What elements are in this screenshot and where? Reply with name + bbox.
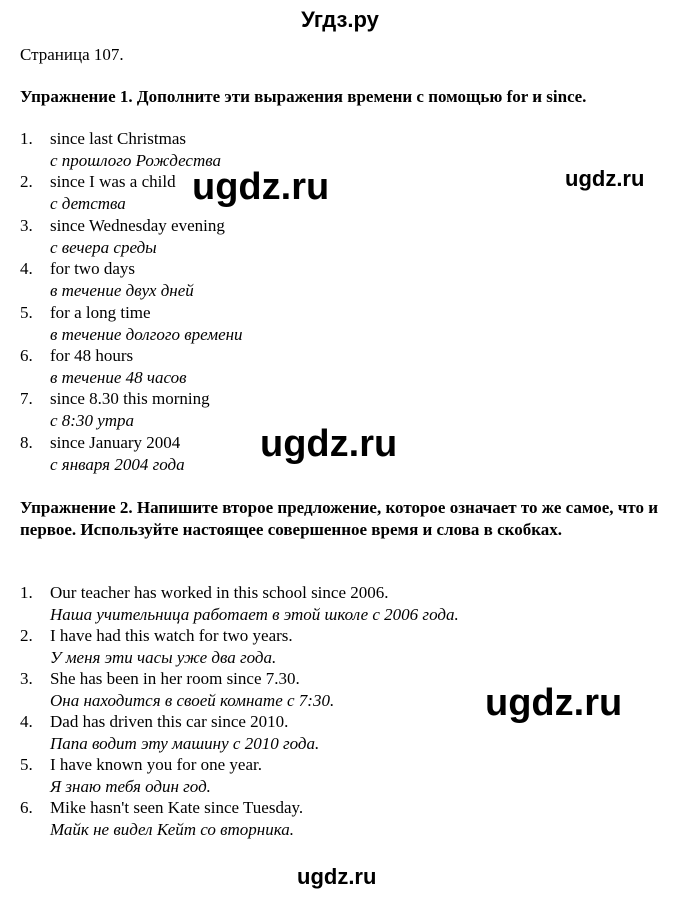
- item-number: 4.: [20, 712, 33, 731]
- list-item: [20, 711, 459, 754]
- item-number: 7.: [20, 389, 33, 409]
- item-number: 8.: [20, 432, 33, 452]
- site-title: Угдз.ру: [301, 7, 379, 32]
- item-number: 5.: [20, 755, 33, 774]
- english-text: She has been in her room since 7.30.: [50, 669, 300, 688]
- watermark-large: ugdz.ru: [260, 423, 398, 465]
- russian-translation: Наша учительница работает в этой школе с 2006 года.: [50, 605, 459, 624]
- english-text: Dad has driven this car since 2010.: [50, 712, 289, 731]
- item-number: 6.: [20, 345, 33, 365]
- item-number: 3.: [20, 215, 33, 235]
- item-number: 2.: [20, 172, 33, 192]
- english-text: I have had this watch for two years.: [50, 626, 293, 645]
- english-text: since last Christmas: [50, 129, 186, 148]
- list-item: [20, 388, 243, 431]
- item-number: 5.: [20, 302, 33, 322]
- english-text: for two days: [50, 259, 135, 279]
- item-number: 2.: [20, 626, 33, 645]
- watermark-footer: ugdz.ru: [297, 864, 377, 889]
- exercise2-list: [20, 582, 459, 840]
- russian-translation: с прошлого Рождества: [50, 151, 222, 170]
- watermark-small: ugdz.ru: [565, 166, 645, 191]
- russian-translation: Она находится в своей комнате с 7:30.: [50, 691, 335, 710]
- list-item: [20, 258, 243, 301]
- russian-translation: Майк не видел Кейт со вторника.: [50, 820, 295, 839]
- list-item: [20, 797, 459, 840]
- english-text: since January 2004: [50, 432, 181, 452]
- english-text: I have known you for one year.: [50, 755, 262, 774]
- list-item: [20, 302, 243, 345]
- russian-translation: с детства: [50, 194, 126, 214]
- page-label: Страница 107.: [20, 45, 124, 64]
- item-number: 1.: [20, 129, 33, 148]
- exercise2-heading: Упражнение 2. Напишите второе предложение, которое означает то же самое, что и первое. Используйте настоящее совершенное время и слова в скобках.: [20, 498, 659, 539]
- russian-translation: в течение долгого времени: [50, 324, 243, 344]
- item-number: 3.: [20, 669, 33, 688]
- list-item: [20, 432, 243, 475]
- exercise1-heading: Упражнение 1. Дополните эти выражения времени с помощью for и since.: [20, 87, 587, 106]
- russian-translation: в течение 48 часов: [50, 367, 187, 387]
- list-item: [20, 128, 243, 171]
- list-item: [20, 754, 459, 797]
- russian-translation: У меня эти часы уже два года.: [50, 648, 277, 667]
- list-item: [20, 625, 459, 668]
- russian-translation: с января 2004 года: [50, 454, 185, 474]
- item-number: 1.: [20, 583, 33, 602]
- russian-translation: Папа водит эту машину с 2010 года.: [50, 734, 320, 753]
- item-number: 4.: [20, 259, 33, 279]
- list-item: [20, 582, 459, 625]
- list-item: [20, 215, 243, 258]
- english-text: for a long time: [50, 302, 151, 322]
- item-number: 6.: [20, 798, 33, 817]
- watermark-large: ugdz.ru: [192, 166, 330, 208]
- english-text: Our teacher has worked in this school since 2006.: [50, 583, 389, 602]
- watermark-large: ugdz.ru: [485, 682, 623, 724]
- list-item: [20, 668, 459, 711]
- list-item: [20, 345, 243, 388]
- english-text: since I was a child: [50, 172, 176, 192]
- russian-translation: с 8:30 утра: [50, 411, 135, 431]
- russian-translation: в течение двух дней: [50, 281, 194, 301]
- english-text: since Wednesday evening: [50, 215, 225, 235]
- english-text: since 8.30 this morning: [50, 389, 210, 409]
- russian-translation: Я знаю тебя один год.: [50, 777, 211, 796]
- english-text: for 48 hours: [50, 345, 134, 365]
- english-text: Mike hasn't seen Kate since Tuesday.: [50, 798, 304, 817]
- russian-translation: с вечера среды: [50, 237, 157, 257]
